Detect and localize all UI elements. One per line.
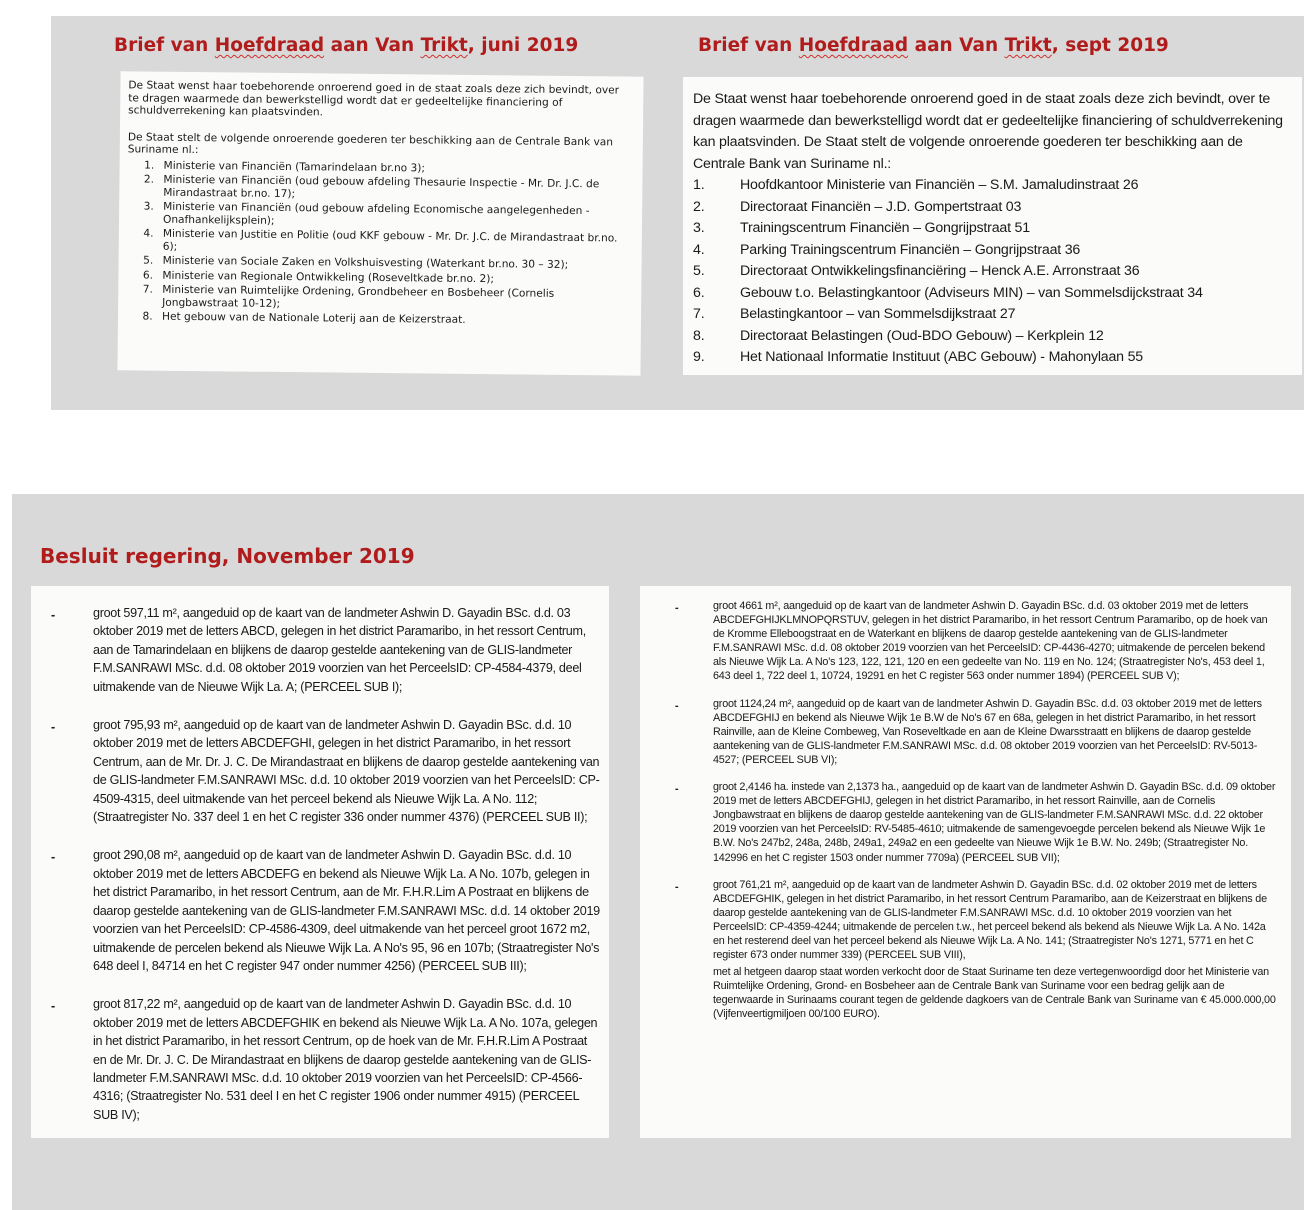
- list-item: 7. Ministerie van Ruimtelijke Ordening, Grondbeheer en Bosbeheer (Cornelis Jongbawstraat 10-12);: [156, 284, 625, 314]
- list-item: [693, 240, 1292, 262]
- item-text: Directoraat Ontwikkelingsfinanciëring – Henck A.E. Arronstraat 36: [740, 263, 1140, 279]
- parcel-text: groot 761,21 m², aangeduid op de kaart van de landmeter Ashwin D. Gayadin BSc. d.d. 02 oktober 2019 met de letters ABCDEFGHIK, gelegen in het district Paramaribo, in het ressort Centrum Paramaribo, aan de Keizerstraat en blijkens de daarop gestelde aantekening van de GLIS-landmeter F.M.SANRAWI MSc. d.d. 10 oktober 2019 voorzien van het PerceelsID: CP-4359-4244; uitmakende de percelen t.w., het perceel bekend als bekend als Nieuwe Wijk La. A No. 142a en het resterend deel van het perceel bekend als Nieuwe Wijk La. A No. 141; (Straatregister No's 1271, 5771 en het C register 673 onder nummer 339) (PERCEEL SUB VIII),: [713, 878, 1267, 962]
- june-letter-property-list: [126, 159, 627, 328]
- bullet-dash: -: [51, 850, 55, 865]
- item-number: 1.: [693, 177, 705, 193]
- item-text: Belastingkantoor – van Sommelsdijkstraat 27: [740, 306, 1016, 322]
- bullet-dash: -: [675, 783, 679, 796]
- closing-paragraph: met al hetgeen daarop staat worden verkocht door de Staat Suriname ten deze vertegenwoordigd door het Ministerie van Ruimtelijke Ordening, Grond- en Bosbeheer aan de Centrale Bank van Suriname voor een bedrag gelijk aan de tegenwaarde in Surinaams courant tegen de geldende dagkoers van de Centrale Bank van Suriname van € 45.000.000,00 (Vijfenveertigmiljoen 00/100 EURO).: [713, 966, 1276, 1021]
- list-item: 1. Ministerie van Financiën (Tamarindelaan br.no 3);: [158, 159, 627, 176]
- bullet-dash: -: [51, 720, 55, 735]
- bullet-dash: -: [51, 999, 55, 1014]
- item-number: 5.: [693, 263, 705, 279]
- heading-sept-letter: Brief van Hoefdraad aan Van Trikt, sept 2019: [698, 35, 1169, 56]
- parcel-text: groot 4661 m², aangeduid op de kaart van de landmeter Ashwin D. Gayadin BSc. d.d. 03 oktober 2019 met de letters ABCDEFGHIJKLMNOPQRSTUV, gelegen in het district Paramaribo, in het ressort Centrum Paramaribo, op de hoek van de Kromme Elleboogstraat en de Waterkant en blijkens de daarop gestelde aantekening van de GLIS-landmeter F.M.SANRAWI MSc. d.d. 08 oktober 2019 voorzien van het PerceelsID: CP-4436-4270; uitmakende de percelen bekend als Nieuwe Wijk La. A No's 123, 122, 121, 120 en een gedeelte van No. 119 en No. 124; (Straatregister No's, 453 deel 1, 643 deel 1, 722 deel 1, 10724, 19291 en het C register 563 onder nummer 1894) (PERCEEL SUB V);: [713, 600, 1268, 683]
- bullet-dash: -: [675, 880, 679, 893]
- bullet-dash: -: [51, 608, 55, 622]
- item-text: Parking Trainingscentrum Financiën – Gongrijpstraat 36: [740, 241, 1081, 258]
- heading-government-decision: Besluit regering, November 2019: [40, 544, 415, 568]
- list-item: [693, 175, 1292, 197]
- decision-excerpt-right: [640, 586, 1291, 1138]
- item-number: 8.: [693, 327, 705, 344]
- list-item: 2. Ministerie van Financiën (oud gebouw afdeling Thesaurie Inspectie - Mr. Dr. J.C. de Mirandastraat br.no. 17);: [157, 174, 626, 204]
- item-number: 2.: [693, 198, 705, 215]
- parcel-text: groot 795,93 m², aangeduid op de kaart van de landmeter Ashwin D. Gayadin BSc. d.d. 10 oktober 2019 met de letters ABCDEFGHI, gelegen in het district Paramaribo, in het ressort Centrum, aan de Mr. Dr. J. C. De Mirandastraat en blijkens de daarop gestelde aantekening van de GLIS-landmeter F.M.SANRAWI MSc. d.d. 10 oktober 2019 voorzien van het PerceelsID: CP-4509-4315, deel uitmakende van het perceel bekend als Nieuwe Wijk La. A No. 112; (Straatregister No. 337 deel 1 en het C register 336 onder nummer 4376) (PERCEEL SUB II);: [93, 718, 600, 825]
- list-item: 5. Ministerie van Sociale Zaken en Volkshuisvesting (Waterkant br.no. 30 – 32);: [157, 255, 626, 272]
- item-text: Trainingscentrum Financiën – Gongrijpstraat 51: [740, 220, 1030, 236]
- item-number: 6.: [693, 284, 705, 301]
- parcel-paragraph: [675, 599, 1277, 684]
- parcel-paragraph: [675, 878, 1277, 963]
- sept-letter-intro: De Staat wenst haar toebehorende onroerend goed in de staat zoals deze zich bevindt, over te dragen waarmede dan bewerkstelligd wordt dat er gedeeltelijke financiering of schuldverrekening kan plaatsvinden. De Staat stelt de volgende onroerende goederen ter beschikking aan de Centrale Bank van Suriname nl.:: [693, 91, 1283, 172]
- item-text: Het Nationaal Informatie Instituut (ABC Gebouw) - Mahonylaan 55: [740, 349, 1143, 365]
- june-letter-excerpt: [117, 71, 643, 375]
- sept-letter-excerpt: [683, 77, 1302, 375]
- parcel-text: groot 290,08 m², aangeduid op de kaart van de landmeter Ashwin D. Gayadin BSc. d.d. 10 oktober 2019 met de letters ABCDEFG en bekend als Nieuwe Wijk La. A No. 107b, gelegen in het district Paramaribo, in het ressort Centrum, aan de Mr. F.H.R.Lim A Postraat en blijkens de daarop gestelde aantekening van de GLIS-landmeter F.M.SANRAWI MSc. d.d. 14 oktober 2019 voorzien van het PerceelsID: CP-4586-4309, deel uitmakende van het perceel groot 1672 m2, uitmakende de percelen bekend als Nieuwe Wijk La. A No's 95, 96 en 107b; (Straatregister No's 648 deel I, 84714 en het C register 947 onder nummer 4256) (PERCEEL SUB III);: [93, 848, 600, 973]
- june-letter-intro-2: De Staat stelt de volgende onroerende goederen ter beschikking aan de Centrale Bank van Suriname nl.:: [127, 130, 614, 157]
- list-item: 8. Het gebouw van de Nationale Loterij aan de Keizerstraat.: [156, 311, 625, 328]
- parcel-paragraph: [675, 697, 1277, 767]
- item-text: Directoraat Belastingen (Oud-BDO Gebouw) – Kerkplein 12: [740, 327, 1104, 344]
- item-text: Directoraat Financiën – J.D. Gompertstraat 03: [740, 198, 1022, 215]
- parcel-text: groot 2,4146 ha. instede van 2,1373 ha., aangeduid op de kaart van de landmeter Ashwin D. Gayadin BSc. d.d. 09 oktober 2019 met de letters ABCDEFGHIJ, gelegen in het district Paramaribo, in het ressort Rainville, aan de Cornelis Jongbawstraat en blijkens de daarop gestelde aantekening van de GLIS-landmeter F.M.SANRAWI MSc. d.d. 22 oktober 2019 voorzien van het PerceelsID: RV-5485-4610; uitmakende de samengevoegde percelen bekend als Nieuwe Wijk 1e B.W. No's 247b2, 248a, 248b, 249a1, 249a2 en een gedeelte van Nieuwe Wijk 1e B.W. No. 249b; (Straatregister No. 142996 en het C register 1503 onder nummer 7709a) (PERCEEL SUB VII);: [713, 781, 1276, 864]
- list-item: [693, 326, 1292, 348]
- sept-letter-property-list: [693, 175, 1292, 369]
- bullet-dash: -: [675, 699, 679, 712]
- item-number: 9.: [693, 349, 705, 365]
- parcel-paragraph: [51, 716, 603, 826]
- list-item: 3. Ministerie van Financiën (oud gebouw afdeling Economische aangelegenheden - Onafhankelijksplein);: [157, 201, 626, 231]
- list-item: [693, 197, 1292, 219]
- heading-june-letter: Brief van Hoefdraad aan Van Trikt, juni 2019: [114, 35, 579, 56]
- list-item: 4. Ministerie van Justitie en Politie (oud KKF gebouw - Mr. Dr. J.C. de Mirandastraat br.no. 6);: [157, 228, 626, 258]
- item-number: 7.: [693, 306, 705, 322]
- item-text: Hoofdkantoor Ministerie van Financiën – S.M. Jamaludinstraat 26: [740, 177, 1139, 193]
- item-number: 3.: [693, 220, 705, 236]
- bullet-dash: -: [675, 602, 679, 614]
- parcel-paragraph: [675, 780, 1277, 865]
- list-item: [693, 261, 1292, 283]
- parcel-paragraph: [51, 846, 603, 975]
- list-item: [693, 283, 1292, 305]
- list-item: [693, 218, 1292, 240]
- parcel-text: groot 1124,24 m², aangeduid op de kaart van de landmeter Ashwin D. Gayadin BSc. d.d. 03 oktober 2019 met de letters ABCDEFGHIJ en bekend als Nieuwe Wijk 1e B.W de No's 67 en 68a, gelegen in het district Paramaribo, in het ressort Rainville, aan de Kleine Combeweg, Van Roseveltkade en aan de Kleine Dwarsstraatt en blijkens de daarop gestelde aantekening van de GLIS-landmeter F.M.SANRAWI MSc. d.d. 08 oktober 2019 voorzien van het PerceelsID: RV-5013-4527; (PERCEEL SUB VI);: [713, 697, 1262, 766]
- item-number: 4.: [693, 241, 705, 258]
- list-item: [693, 347, 1292, 369]
- june-letter-intro: De Staat wenst haar toebehorende onroerend goed in de staat zoals deze zich bevindt, over te dragen waarmede dan bewerkstelligd wordt dat er gedeeltelijke financiering of schuldverrekening kan plaatsvinden.: [128, 79, 620, 119]
- list-item: [693, 304, 1292, 326]
- decision-excerpt-left: [31, 586, 609, 1138]
- parcel-paragraph: [51, 995, 603, 1124]
- parcel-text: groot 597,11 m², aangeduid op de kaart van de landmeter Ashwin D. Gayadin BSc. d.d. 03 oktober 2019 met de letters ABCD, gelegen in het district Paramaribo, in het ressort Centrum, aan de Tamarindelaan en blijkens de daarop gestelde aantekening van de GLIS-landmeter F.M.SANRAWI MSc. d.d. 08 oktober 2019 voorzien van het PerceelsID: CP-4584-4379, deel uitmakende van de Nieuwe Wijk La. A; (PERCEEL SUB I);: [93, 606, 586, 694]
- parcel-paragraph: [51, 604, 603, 696]
- list-item: 6. Ministerie van Regionale Ontwikkeling (Roseveltkade br.no. 2);: [156, 269, 625, 286]
- parcel-text: groot 817,22 m², aangeduid op de kaart van de landmeter Ashwin D. Gayadin BSc. d.d. 10 oktober 2019 met de letters ABCDEFGHIK en bekend als Nieuwe Wijk La. A No. 107a, gelegen in het district Paramaribo, in het ressort Centrum, op de hoek van de Mr. F.H.R.Lim A Postraat en de Mr. Dr. J. C. De Mirandastraat en blijkens de daarop gestelde aantekening van de GLIS-landmeter F.M.SANRAWI MSc. d.d. 10 oktober 2019 voorzien van het PerceelsID: CP-4566-4316; (Straatregister No. 531 deel I en het C register 1906 onder nummer 4915) (PERCEEL SUB IV);: [93, 997, 598, 1122]
- item-text: Gebouw t.o. Belastingkantoor (Adviseurs MIN) – van Sommelsdijckstraat 34: [740, 284, 1203, 301]
